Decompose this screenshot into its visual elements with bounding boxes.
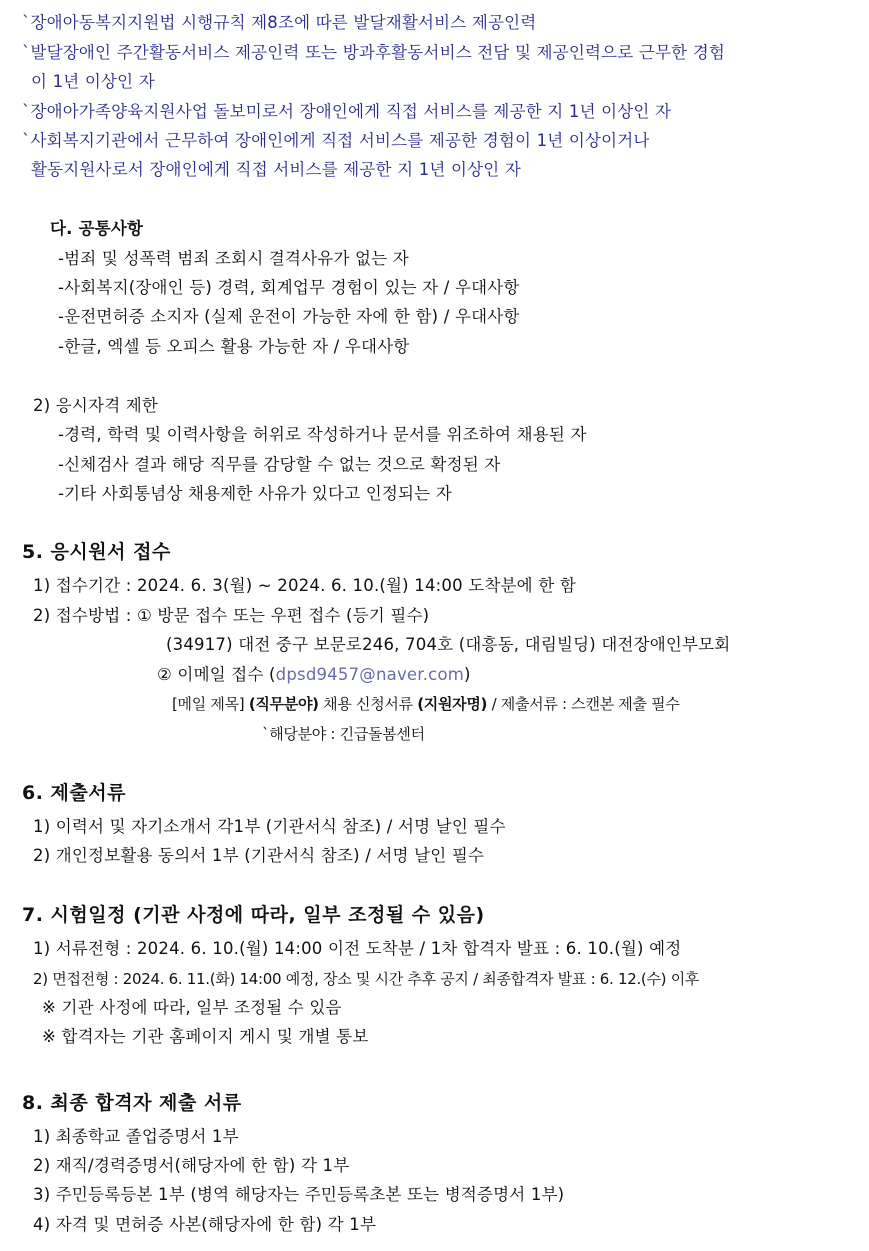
mail-subject-text: 채용 신청서류 xyxy=(318,695,418,713)
restrictions-title: 2) 응시자격 제한 xyxy=(33,396,159,415)
final-document-item: 3) 주민등록등본 1부 (병역 해당자는 주민등록초본 또는 병적증명서 1부) xyxy=(33,1185,565,1204)
document-item: 1) 이력서 및 자기소개서 각1부 (기관서식 참조) / 서명 날인 필수 xyxy=(33,817,506,836)
mail-subject-name: (지원자명) xyxy=(417,695,488,713)
restriction-item: -경력, 학력 및 이력사항을 허위로 작성하거나 문서를 위조하여 채용된 자 xyxy=(58,425,587,444)
final-document-item: 1) 최종학교 졸업증명서 1부 xyxy=(33,1127,239,1146)
application-period: 1) 접수기간 : 2024. 6. 3(월) ~ 2024. 6. 10.(월) 14:00 도착분에 한 함 xyxy=(33,576,576,595)
common-item: -한글, 엑셀 등 오피스 활용 가능한 자 / 우대사항 xyxy=(58,337,410,356)
email-application xyxy=(157,664,471,686)
qualification-line: `장애아동복지지원법 시행규칙 제8조에 따른 발달재활서비스 제공인력 xyxy=(22,13,537,32)
mail-subject xyxy=(172,693,680,715)
interview-schedule: 2) 면접전형 : 2024. 6. 11.(화) 14:00 예정, 장소 및 시간 추후 공지 / 최종합격자 발표 : 6. 12.(수) 이후 xyxy=(33,970,700,988)
common-item: -사회복지(장애인 등) 경력, 회계업무 경험이 있는 자 / 우대사항 xyxy=(58,278,520,297)
mail-subject-label: [메일 제목] xyxy=(172,695,249,713)
email-label: ② 이메일 접수 ( xyxy=(157,665,276,684)
final-document-item: 4) 자격 및 면허증 사본(해당자에 한 함) 각 1부 xyxy=(33,1215,377,1234)
schedule-note: ※ 합격자는 기관 홈페이지 게시 및 개별 통보 xyxy=(42,1027,369,1046)
qualification-line: `사회복지기관에서 근무하여 장애인에게 직접 서비스를 제공한 경험이 1년 이상이거나 xyxy=(22,131,650,150)
qualification-line: 활동지원사로서 장애인에게 직접 서비스를 제공한 지 1년 이상인 자 xyxy=(31,160,522,179)
mail-subject-docs: / 제출서류 : 스캔본 제출 필수 xyxy=(487,695,680,713)
section-heading: 7. 시험일정 (기관 사정에 따라, 일부 조정될 수 있음) xyxy=(22,904,485,926)
common-item: -운전면허증 소지자 (실제 운전이 가능한 자에 한 함) / 우대사항 xyxy=(58,307,520,326)
document-item: 2) 개인정보활용 동의서 1부 (기관서식 참조) / 서명 날인 필수 xyxy=(33,846,485,865)
section-heading: 6. 제출서류 xyxy=(22,782,126,804)
schedule-note: ※ 기관 사정에 따라, 일부 조정될 수 있음 xyxy=(42,998,342,1017)
qualification-line: 이 1년 이상인 자 xyxy=(31,72,155,91)
section-heading: 5. 응시원서 접수 xyxy=(22,541,171,563)
common-item: -범죄 및 성폭력 범죄 조회시 결격사유가 없는 자 xyxy=(58,249,409,268)
application-method: 2) 접수방법 : ① 방문 접수 또는 우편 접수 (등기 필수) xyxy=(33,606,430,625)
common-title: 다. 공통사항 xyxy=(50,219,144,238)
restriction-item: -기타 사회통념상 채용제한 사유가 있다고 인정되는 자 xyxy=(58,484,452,503)
field-note: `해당분야 : 긴급돌봄센터 xyxy=(262,725,425,743)
qualification-line: `발달장애인 주간활동서비스 제공인력 또는 방과후활동서비스 전담 및 제공인력으로 근무한 경험 xyxy=(22,43,726,62)
restriction-item: -신체검사 결과 해당 직무를 감당할 수 없는 것으로 확정된 자 xyxy=(58,455,501,474)
postal-address: (34917) 대전 중구 보문로246, 704호 (대흥동, 대림빌딩) 대전장애인부모회 xyxy=(166,635,731,654)
mail-subject-field: (직무분야) xyxy=(248,695,319,713)
section-heading: 8. 최종 합격자 제출 서류 xyxy=(22,1092,242,1114)
email-close: ) xyxy=(464,665,471,684)
qualification-line: `장애아가족양육지원사업 돌보미로서 장애인에게 직접 서비스를 제공한 지 1년 이상인 자 xyxy=(22,102,672,121)
document-review-schedule: 1) 서류전형 : 2024. 6. 10.(월) 14:00 이전 도착분 / 1차 합격자 발표 : 6. 10.(월) 예정 xyxy=(33,939,682,958)
final-document-item: 2) 재직/경력증명서(해당자에 한 함) 각 1부 xyxy=(33,1156,350,1175)
email-address: dpsd9457@naver.com xyxy=(275,665,465,684)
